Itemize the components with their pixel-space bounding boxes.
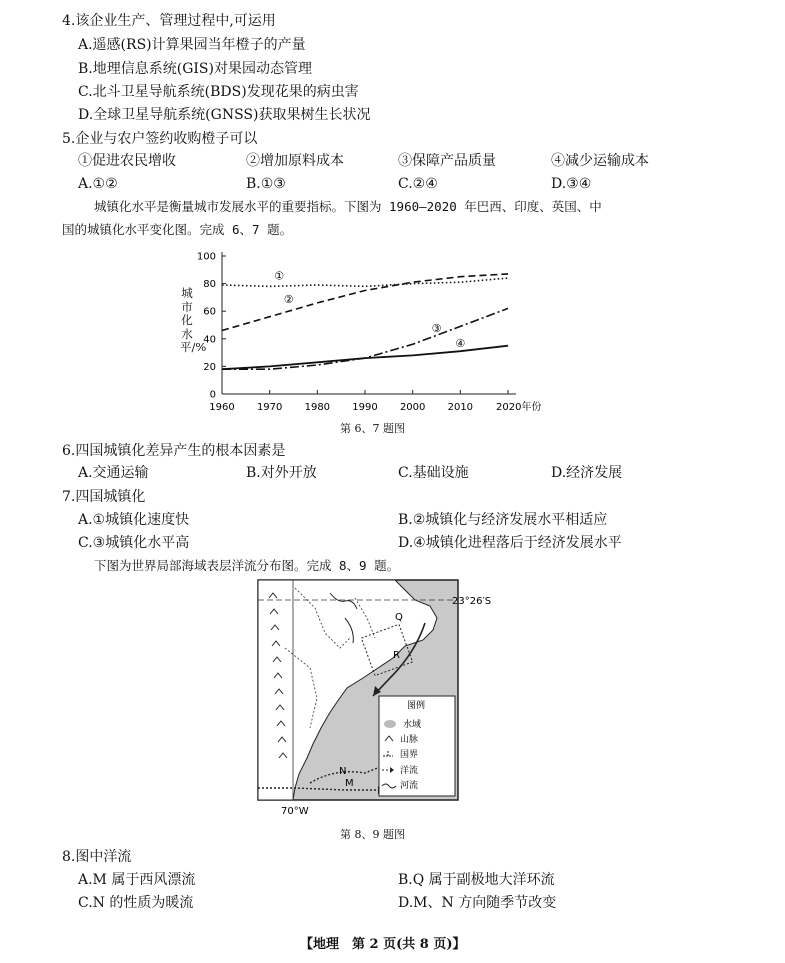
label-q: Q — [395, 612, 403, 623]
map-legend — [379, 696, 455, 796]
q7-stem: 7.四国城镇化 — [62, 489, 146, 505]
legend-title: 图例 — [407, 701, 426, 711]
label-n: N — [339, 766, 347, 777]
label-lat: 23°26′S — [452, 596, 492, 607]
legend-water: 水域 — [403, 720, 422, 730]
x-tick-label: 2010 — [447, 402, 474, 413]
ocean-current-map — [255, 578, 495, 816]
legend-border: 国界 — [400, 750, 419, 760]
map-caption: 第 8、9 题图 — [340, 828, 405, 841]
x-tick-label: 1960 — [209, 402, 235, 413]
series-label-3: ③ — [431, 321, 442, 335]
q4-option-a: A.遥感(RS)计算果园当年橙子的产量 — [78, 37, 306, 53]
q6-option-d: D.经济发展 — [551, 465, 623, 481]
q5-option-d: D.③④ — [551, 176, 592, 192]
q5-item-2: ②增加原料成本 — [246, 153, 344, 169]
chart-axes — [222, 252, 516, 394]
intro-6-7-line1: 城镇化水平是衡量城市发展水平的重要指标。下图为 1960—2020 年巴西、印度、英国、中 — [94, 199, 602, 214]
label-m: M — [345, 778, 354, 789]
chart-lines — [222, 269, 508, 369]
label-lon: 70°W — [281, 806, 309, 816]
x-tick-label: 2000 — [399, 402, 426, 413]
q8-option-d: D.M、N 方向随季节改变 — [398, 895, 557, 911]
q8-option-c: C.N 的性质为暖流 — [78, 895, 194, 911]
y-tick-label: 0 — [209, 389, 216, 401]
page-footer: 【地理 第 2 页(共 8 页)】 — [300, 937, 466, 952]
q6-option-a: A.交通运输 — [78, 465, 149, 481]
q4-option-d: D.全球卫星导航系统(GNSS)获取果树生长状况 — [78, 107, 371, 123]
series-line-1 — [222, 278, 508, 286]
series-label-4: ④ — [455, 337, 466, 351]
q5-option-a: A.①② — [78, 176, 118, 192]
q7-option-b: B.②城镇化与经济发展水平相适应 — [398, 512, 608, 528]
q4-option-b: B.地理信息系统(GIS)对果园动态管理 — [78, 61, 312, 77]
q7-option-c: C.③城镇化水平高 — [78, 535, 190, 551]
x-tick-label: 1970 — [256, 402, 283, 413]
q5-option-b: B.①③ — [246, 176, 286, 192]
q6-option-b: B.对外开放 — [246, 465, 317, 481]
urbanization-chart — [170, 244, 570, 434]
legend-mountain: 山脉 — [400, 735, 419, 745]
y-tick-label: 100 — [196, 251, 216, 263]
q4-option-c: C.北斗卫星导航系统(BDS)发现花果的病虫害 — [78, 84, 359, 100]
q6-option-c: C.基础设施 — [398, 465, 469, 481]
y-tick-label: 60 — [203, 306, 216, 318]
legend-river: 河流 — [400, 781, 419, 791]
q8-stem: 8.图中洋流 — [62, 849, 132, 865]
y-tick-label: 80 — [203, 279, 216, 291]
legend-current: 洋流 — [400, 766, 419, 776]
chart-caption: 第 6、7 题图 — [340, 422, 405, 435]
intro-6-7-line2: 国的城镇化水平变化图。完成 6、7 题。 — [62, 222, 293, 237]
intro-8-9: 下图为世界局部海域表层洋流分布图。完成 8、9 题。 — [94, 558, 400, 573]
series-label-2: ② — [283, 292, 294, 306]
q7-option-d: D.④城镇化进程落后于经济发展水平 — [398, 535, 622, 551]
q4-stem: 4.该企业生产、管理过程中,可运用 — [62, 13, 276, 29]
q5-stem: 5.企业与农户签约收购橙子可以 — [62, 131, 258, 147]
x-tick-label: 1990 — [352, 402, 378, 413]
x-tick-label: 1980 — [304, 402, 331, 413]
q6-stem: 6.四国城镇化差异产生的根本因素是 — [62, 443, 286, 459]
label-r: R — [393, 650, 400, 661]
x-tick-label: 2020年份 — [496, 402, 542, 413]
q8-option-a: A.M 属于西风漂流 — [78, 872, 196, 888]
q5-item-1: ①促进农民增收 — [78, 153, 176, 169]
q8-option-b: B.Q 属于副极地大洋环流 — [398, 872, 555, 888]
chart-ticks — [197, 252, 542, 414]
chart-ylabel: 城市化水平/% — [180, 286, 207, 354]
q7-option-a: A.①城镇化速度快 — [78, 512, 190, 528]
y-tick-label: 40 — [203, 334, 216, 346]
series-label-1: ① — [274, 269, 285, 283]
series-line-2 — [222, 274, 508, 331]
q5-item-4: ④减少运输成本 — [551, 153, 649, 169]
q5-option-c: C.②④ — [398, 176, 438, 192]
q5-item-3: ③保障产品质量 — [398, 153, 496, 169]
legend-water-swatch — [384, 720, 396, 728]
y-tick-label: 20 — [203, 361, 216, 373]
